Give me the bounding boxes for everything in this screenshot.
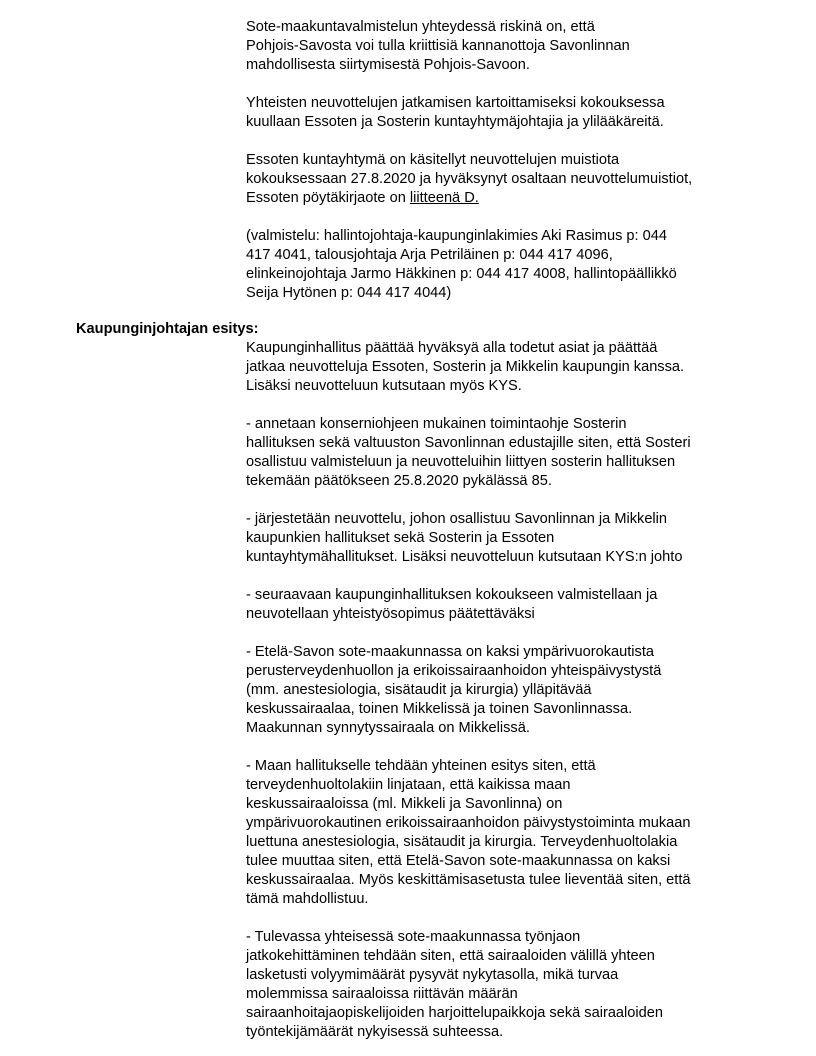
proposal-item-division-of-work: - Tulevassa yhteisessä sote-maakunnassa työnjaon jatkokehittäminen tehdään siten, että sairaaloiden välillä yhteen lasketusti volyymimäärät pysyvät nykytasolla, mikä turvaa molemmissa sairaaloissa riittävän määrän sairaanhoitajaopiskelijoiden harjoittelupaikkoja sekä sairaaloiden työntekijämäärät nykyisessä suhteessa. — [246, 929, 663, 1040]
proposal-intro: Kaupunginhallitus päättää hyväksyä alla todetut asiat ja päättää jatkaa neuvotteluja Essoten, Sosterin ja Mikkelin kaupungin kanssa. Lisäksi neuvotteluun kutsutaan myös KYS. — [246, 340, 685, 394]
attachment-d-link[interactable]: liitteenä D. — [409, 190, 479, 206]
paragraph-risk: Sote-maakuntavalmistelun yhteydessä riskinä on, että Pohjois-Savosta voi tulla kriittisiä kannanottoja Savonlinnan mahdollisesta siirtymisestä Pohjois-Savoon. — [246, 19, 630, 73]
paragraph-essote-decision — [246, 151, 746, 208]
proposal-item-agreement: - seuraavaan kaupunginhallituksen kokoukseen valmistellaan ja neuvotellaan yhteistyösopimus päätettäväksi — [246, 587, 658, 622]
proposal-item-hospitals: - Etelä-Savon sote-maakunnassa on kaksi ympärivuorokautista perusterveydenhuollon ja erikoissairaanhoidon yhteispäivystystä (mm. anestesiologia, sisätaudit ja kirurgia) ylläpitävää keskussairaalaa, toinen Mikkelissä ja toinen Savonlinnassa. Maakunnan synnytyssairaala on Mikkelissä. — [246, 644, 662, 736]
proposal-text-column — [246, 339, 746, 1042]
essote-text: Essoten kuntayhtymä on käsitellyt neuvottelujen muistiota kokouksessaan 27.8.2020 ja hyväksynyt osaltaan neuvottelumuistiot, Essoten pöytäkirjaote on — [246, 152, 693, 206]
proposal-item-negotiation: - järjestetään neuvottelu, johon osallistuu Savonlinnan ja Mikkelin kaupunkien hallitukset sekä Sosterin ja Essoten kuntayhtymähallitukset. Lisäksi neuvotteluun kutsutaan KYS:n johto — [246, 511, 683, 565]
paragraph-preparers: (valmistelu: hallintojohtaja-kaupunginlakimies Aki Rasimus p: 044 417 4041, talousjohtaja Arja Petriläinen p: 044 417 4096, elinkeinojohtaja Jarmo Häkkinen p: 044 417 4008, hallintopäällikkö Seija Hytönen p: 044 417 4044) — [246, 228, 677, 301]
section-heading: Kaupunginjohtajan esitys: — [76, 321, 259, 337]
proposal-item-government: - Maan hallitukselle tehdään yhteinen esitys siten, että terveydenhuoltolakiin linjataan, että kaikissa maan keskussairaaloissa (ml. Mikkeli ja Savonlinna) on ympärivuorokautinen erikoissairaanhoidon päivystystoiminta mukaan luettuna anestesiologia, sisätaudit ja kirurgia. Terveydenhuoltolakia tulee muuttaa siten, että Etelä-Savon sote-maakunnassa on kaksi keskussairaalaa. Myös keskittämisasetusta tulee lieventää siten, että tämä mahdollistuu. — [246, 758, 691, 907]
background-text-column — [246, 18, 746, 303]
proposal-item-instruction: - annetaan konserniohjeen mukainen toimintaohje Sosterin hallituksen sekä valtuuston Savonlinnan edustajille siten, että Sosteri osallistuu valmisteluun ja neuvotteluihin liittyen sosterin hallituksen tekemään päätökseen 25.8.2020 pykälässä 85. — [246, 416, 691, 489]
paragraph-negotiations: Yhteisten neuvottelujen jatkamisen kartoittamiseksi kokouksessa kuullaan Essoten ja Sosterin kuntayhtymäjohtajia ja ylilääkäreitä. — [246, 95, 665, 130]
